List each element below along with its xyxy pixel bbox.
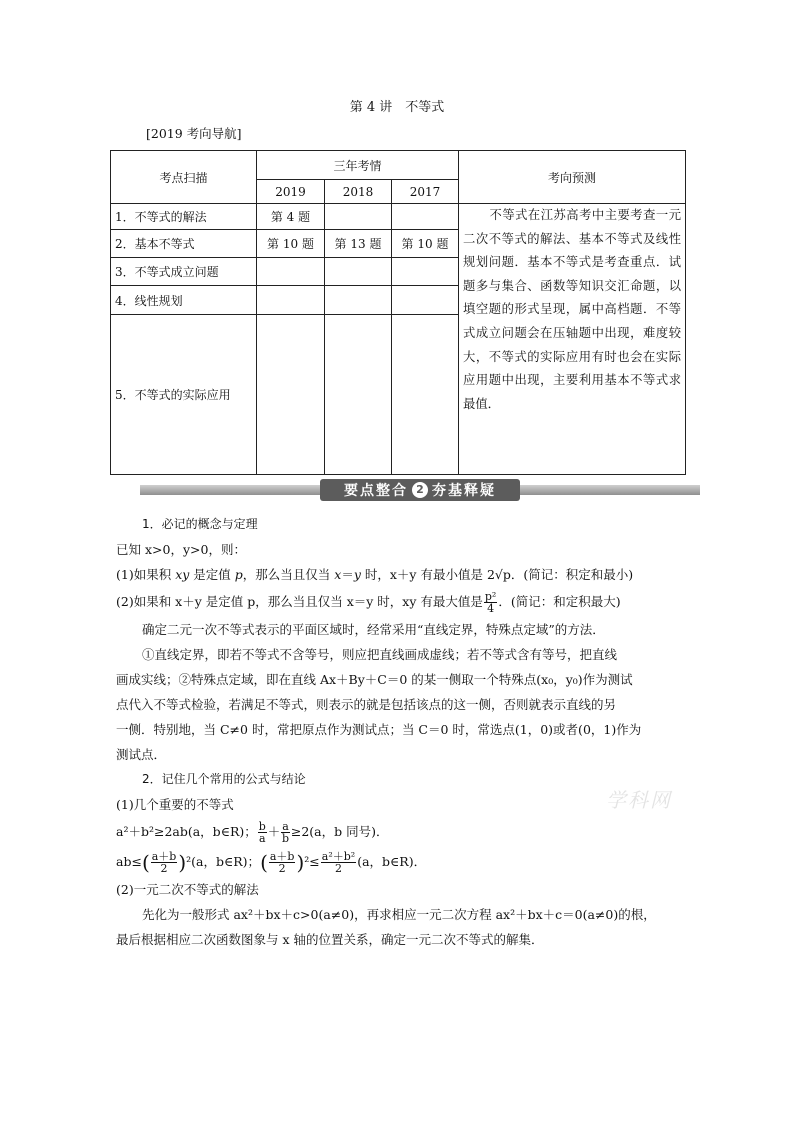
text-run: ≥2(a，b 同号)． bbox=[290, 824, 389, 839]
numerator: p² bbox=[484, 590, 497, 603]
forecast-text: 不等式在江苏高考中主要考查一元二次不等式的解法、基本不等式及线性规划问题．基本不等式是考查重点．试题多与集合、函数等知识交汇命题，以填空题的形式呈现，属中高档题．不等式成立问题会在压轴题中出现，难度较大，不等式的实际应用有时也会在实际应用题中出现，主要利用基本不等式求最值． bbox=[463, 208, 682, 411]
table-row bbox=[111, 204, 686, 230]
text-line: ①直线定界，即若不等式不含等号，则应把直线画成虚线；若不等式含有等号，把直线 bbox=[142, 647, 618, 662]
denominator: 2 bbox=[278, 862, 286, 875]
numerator: a＋b bbox=[269, 850, 295, 863]
numerator: b bbox=[258, 820, 266, 833]
year-cell bbox=[392, 286, 459, 315]
section-heading: 2．记住几个常用的公式与结论 bbox=[142, 772, 306, 786]
year-2018: 2018 bbox=[325, 180, 392, 204]
year-cell: 第 4 题 bbox=[257, 204, 325, 230]
topic-cell: 3．不等式成立问题 bbox=[111, 258, 257, 286]
year-cell bbox=[392, 204, 459, 230]
page-title: 第 4 讲 不等式 bbox=[349, 100, 445, 115]
year-2017: 2017 bbox=[392, 180, 459, 204]
year-cell bbox=[257, 315, 325, 475]
year-cell: 第 13 题 bbox=[325, 230, 392, 258]
formula-line bbox=[116, 847, 688, 877]
fraction bbox=[321, 851, 356, 874]
paren: ( bbox=[141, 850, 150, 875]
banner-label bbox=[320, 479, 520, 501]
fraction bbox=[281, 821, 290, 844]
text-line: 已知 x>0，y>0，则： bbox=[116, 542, 246, 557]
content-body bbox=[116, 512, 688, 952]
text-run: (1)如果积 bbox=[116, 567, 176, 582]
text-run: p bbox=[234, 567, 243, 582]
year-cell bbox=[392, 315, 459, 475]
text-line: 确定二元一次不等式表示的平面区域时，经常采用“直线定界，特殊点定域”的方法． bbox=[142, 622, 605, 637]
text-run: y bbox=[353, 567, 361, 582]
year-cell bbox=[325, 315, 392, 475]
text-run: ²(a，b∈R)； bbox=[186, 854, 261, 869]
fraction bbox=[484, 591, 497, 614]
text-run: ²≤ bbox=[304, 854, 320, 869]
year-2019: 2019 bbox=[257, 180, 325, 204]
text-run: ＝ bbox=[341, 567, 354, 582]
text-line: 点代入不等式检验，若满足不等式，则表示的就是包括该点的这一侧，否则就表示直线的另 bbox=[116, 697, 617, 712]
watermark: 学科网 bbox=[606, 788, 672, 812]
text-line: 先化为一般形式 ax²＋bx＋c>0(a≠0)，再求相应一元二次方程 ax²＋bx＋c＝0(a≠0)的根， bbox=[142, 907, 656, 922]
text-run: xy bbox=[175, 567, 190, 582]
section-banner bbox=[140, 479, 700, 501]
numerator: a＋b bbox=[151, 850, 177, 863]
year-cell bbox=[257, 258, 325, 286]
fraction bbox=[258, 821, 267, 844]
section-heading: 1．必记的概念与定理 bbox=[142, 517, 258, 531]
text-line: 画成实线；②特殊点定域，即在直线 Ax＋By＋C＝0 的某一侧取一个特殊点(x₀，y₀)作为测试 bbox=[116, 672, 633, 687]
text-line bbox=[116, 562, 688, 587]
banner-bar-left bbox=[140, 485, 330, 495]
paren: ) bbox=[296, 850, 305, 875]
topic-cell: 2．基本不等式 bbox=[111, 230, 257, 258]
section-tag: [2019 考向导航] bbox=[146, 126, 242, 141]
text-run: (a，b∈R)． bbox=[357, 854, 427, 869]
text-run: 是定值 bbox=[189, 567, 235, 582]
header-topic: 考点扫描 bbox=[111, 151, 257, 204]
formula-line bbox=[116, 817, 688, 847]
text-run: a²＋b²≥2ab(a，b∈R)； bbox=[116, 824, 257, 839]
text-line: 一侧．特别地，当 C≠0 时，常把原点作为测试点；当 C＝0 时，常选点(1，0)或者(0，1)作为 bbox=[116, 722, 642, 737]
paren: ) bbox=[178, 850, 187, 875]
fraction bbox=[269, 851, 296, 874]
text-run: (2)如果和 x＋y 是定值 p，那么当且仅当 x＝y 时，xy 有最大值是 bbox=[116, 594, 483, 609]
text-run: ，那么当且仅当 bbox=[242, 567, 335, 582]
text-line: (1)几个重要的不等式 bbox=[116, 797, 234, 812]
banner-right-text: 夯基释疑 bbox=[432, 483, 496, 499]
year-cell: 第 10 题 bbox=[392, 230, 459, 258]
text-run: ＋ bbox=[267, 824, 281, 839]
text-run: ．(简记：和定积最大) bbox=[498, 594, 621, 609]
text-line bbox=[116, 587, 688, 617]
denominator: b bbox=[282, 832, 290, 845]
year-cell bbox=[325, 286, 392, 315]
exam-plan-table bbox=[110, 150, 686, 475]
forecast-cell bbox=[459, 204, 686, 475]
text-run: ab≤ bbox=[116, 854, 142, 869]
header-history: 三年考情 bbox=[257, 151, 459, 180]
topic-cell: 1．不等式的解法 bbox=[111, 204, 257, 230]
paren: ( bbox=[260, 850, 268, 875]
banner-number-badge: 2 bbox=[412, 482, 428, 498]
year-cell: 第 10 题 bbox=[257, 230, 325, 258]
banner-bar-right bbox=[520, 485, 700, 495]
fraction bbox=[151, 851, 178, 874]
denominator: 2 bbox=[160, 862, 168, 875]
text-line: (2)一元二次不等式的解法 bbox=[116, 882, 259, 897]
numerator: a bbox=[282, 820, 289, 833]
numerator: a²＋b² bbox=[321, 850, 356, 863]
denominator: 2 bbox=[335, 862, 342, 875]
text-line: 最后根据相应二次函数图象与 x 轴的位置关系，确定一元二次不等式的解集． bbox=[116, 932, 544, 947]
text-run: 时，x＋y 有最小值是 2√p．(简记：积定和最小) bbox=[360, 567, 634, 582]
topic-cell: 5．不等式的实际应用 bbox=[111, 315, 257, 475]
header-forecast: 考向预测 bbox=[459, 151, 686, 204]
year-cell bbox=[257, 286, 325, 315]
topic-cell: 4．线性规划 bbox=[111, 286, 257, 315]
year-cell bbox=[392, 258, 459, 286]
denominator: 4 bbox=[487, 602, 495, 615]
year-cell bbox=[325, 258, 392, 286]
text-line: 测试点． bbox=[116, 747, 167, 762]
year-cell bbox=[325, 204, 392, 230]
denominator: a bbox=[258, 832, 266, 845]
banner-left-text: 要点整合 bbox=[344, 483, 408, 499]
text-run: x bbox=[334, 567, 342, 582]
